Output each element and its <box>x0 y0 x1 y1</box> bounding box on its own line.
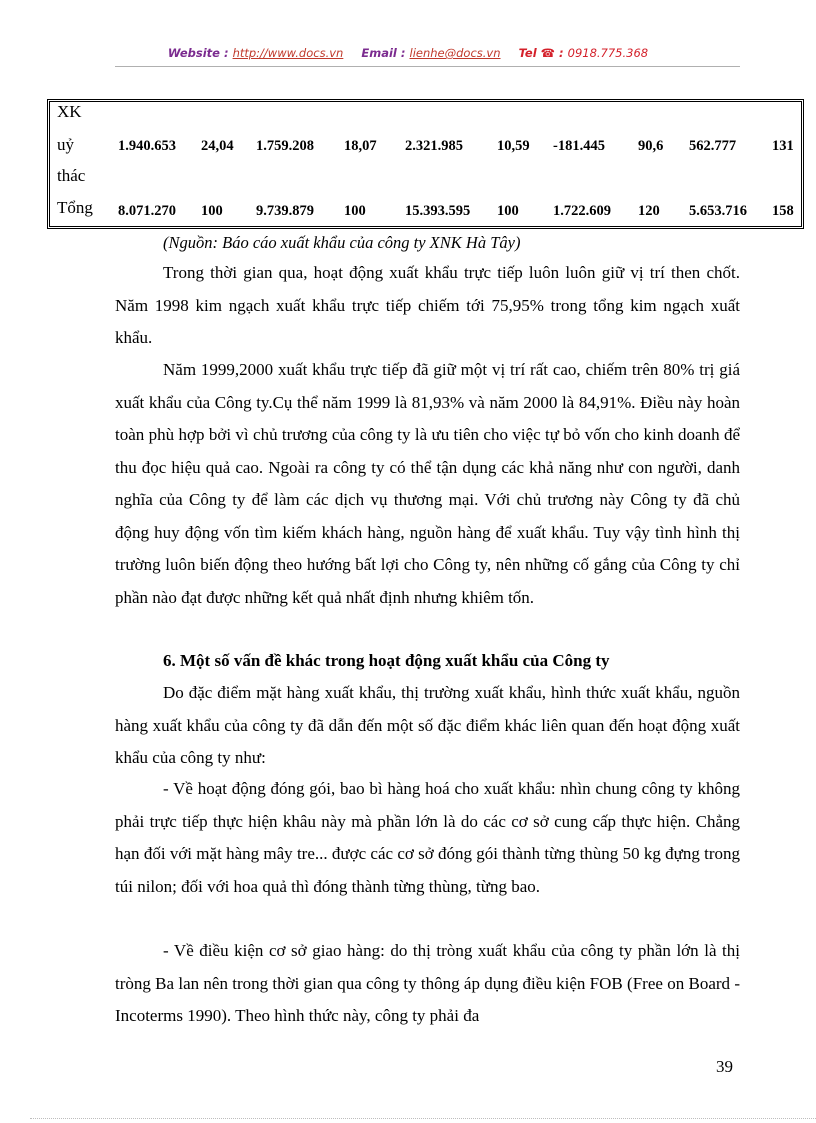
paragraph: Trong thời gian qua, hoạt động xuất khẩu trực tiếp luôn luôn giữ vị trí then chốt. Năm 1998 kim ngạch xuất khẩu trực tiếp chiếm tới 75,95% trong tổng kim ngạch xuất khẩu. <box>115 263 740 347</box>
table-cell: 1.722.609 <box>553 203 611 219</box>
table-cell: 120 <box>638 203 660 219</box>
table-cell: 9.739.879 <box>256 203 314 219</box>
paragraph: - Về điều kiện cơ sở giao hàng: do thị tròng xuất khẩu của công ty phần lớn là thị tròng Ba lan nên trong thời gian qua công ty thông áp dụng điều kiện FOB (Free on Board - Incoterms 1990). Theo hình thức này, công ty phải đa <box>115 941 740 1025</box>
table-cell: 15.393.595 <box>405 203 471 219</box>
row-label-line: thác <box>57 166 86 185</box>
table-cell: 1.759.208 <box>256 138 314 154</box>
website-link[interactable]: http://www.docs.vn <box>232 46 344 60</box>
table-cell: 5.653.716 <box>689 203 747 219</box>
section-heading: 6. Một số vấn đề khác trong hoạt động xuất khẩu của Công ty <box>163 651 610 670</box>
table-cell: 10,59 <box>497 138 530 154</box>
email-link[interactable]: lienhe@docs.vn <box>409 46 501 60</box>
table-cell: 2.321.985 <box>405 138 463 154</box>
paragraph: Do đặc điểm mặt hàng xuất khẩu, thị trường xuất khẩu, hình thức xuất khẩu, nguồn hàng xuất khẩu của công ty đã dẫn đến một số đặc điểm khác liên quan đến hoạt động xuất khẩu của công ty như: <box>115 683 740 767</box>
table-cell: 562.777 <box>689 138 737 154</box>
table-cell: 18,07 <box>344 138 377 154</box>
row-label-line: Tổng <box>57 198 93 217</box>
tel-value: 0918.775.368 <box>567 46 649 60</box>
export-table <box>47 99 804 229</box>
table-cell: 131 <box>772 138 794 154</box>
table-cell: 1.940.653 <box>118 138 176 154</box>
footer-divider <box>30 1118 816 1119</box>
page-header <box>0 46 816 60</box>
paragraph: Năm 1999,2000 xuất khẩu trực tiếp đã giữ một vị trí rất cao, chiếm trên 80% trị giá xuất khẩu của Công ty.Cụ thể năm 1999 là 81,93% và năm 2000 là 84,91%. Điều này hoàn toàn phù hợp bởi vì chủ trương của công ty là ưu tiên cho việc tự bỏ vốn cho kinh doanh để thu đọc hiệu quả cao. Ngoài ra công ty có thể tận dụng các khả năng như con người, danh nghĩa của Công ty để làm các dịch vụ thương mại. Với chủ trương này Công ty đã chủ động huy động vốn tìm kiếm khách hàng, nguồn hàng để xuất khẩu. Tuy vậy tình hình thị trường luôn biến động theo hướng bất lợi cho Công ty, nên những cố gắng của Công ty chỉ phần nào đạt được những kết quả nhất định nhưng khiêm tốn. <box>115 360 740 607</box>
table-cell: 100 <box>497 203 519 219</box>
row-label-line: XK <box>57 102 82 121</box>
table-cell: 158 <box>772 203 794 219</box>
email-label: Email <box>361 46 397 60</box>
row-label-line: uỷ <box>57 135 74 154</box>
table-cell: -181.445 <box>553 138 605 154</box>
email-separator: : <box>400 46 406 60</box>
table-source-note: (Nguồn: Báo cáo xuất khẩu của công ty XNK Hà Tây) <box>163 233 521 252</box>
table-cell: 100 <box>344 203 366 219</box>
table-cell: 24,04 <box>201 138 234 154</box>
table-cell: 8.071.270 <box>118 203 176 219</box>
table-cell: 100 <box>201 203 223 219</box>
website-label: Website : <box>167 46 229 60</box>
paragraph: - Về hoạt động đóng gói, bao bì hàng hoá cho xuất khẩu: nhìn chung công ty không phải trực tiếp thực hiện khâu này mà phần lớn là do các cơ sở cung cấp thực hiện. Chẳng hạn đối với mặt hàng mây tre... được các cơ sở đóng gói thành từng thùng 50 kg đựng trong túi nilon; đối với hoa quả thì đóng thành từng thùng, từng bao. <box>115 779 740 896</box>
header-divider <box>115 66 740 67</box>
page-number: 39 <box>716 1057 733 1076</box>
table-cell: 90,6 <box>638 138 664 154</box>
tel-label: Tel ☎ : <box>518 46 564 60</box>
